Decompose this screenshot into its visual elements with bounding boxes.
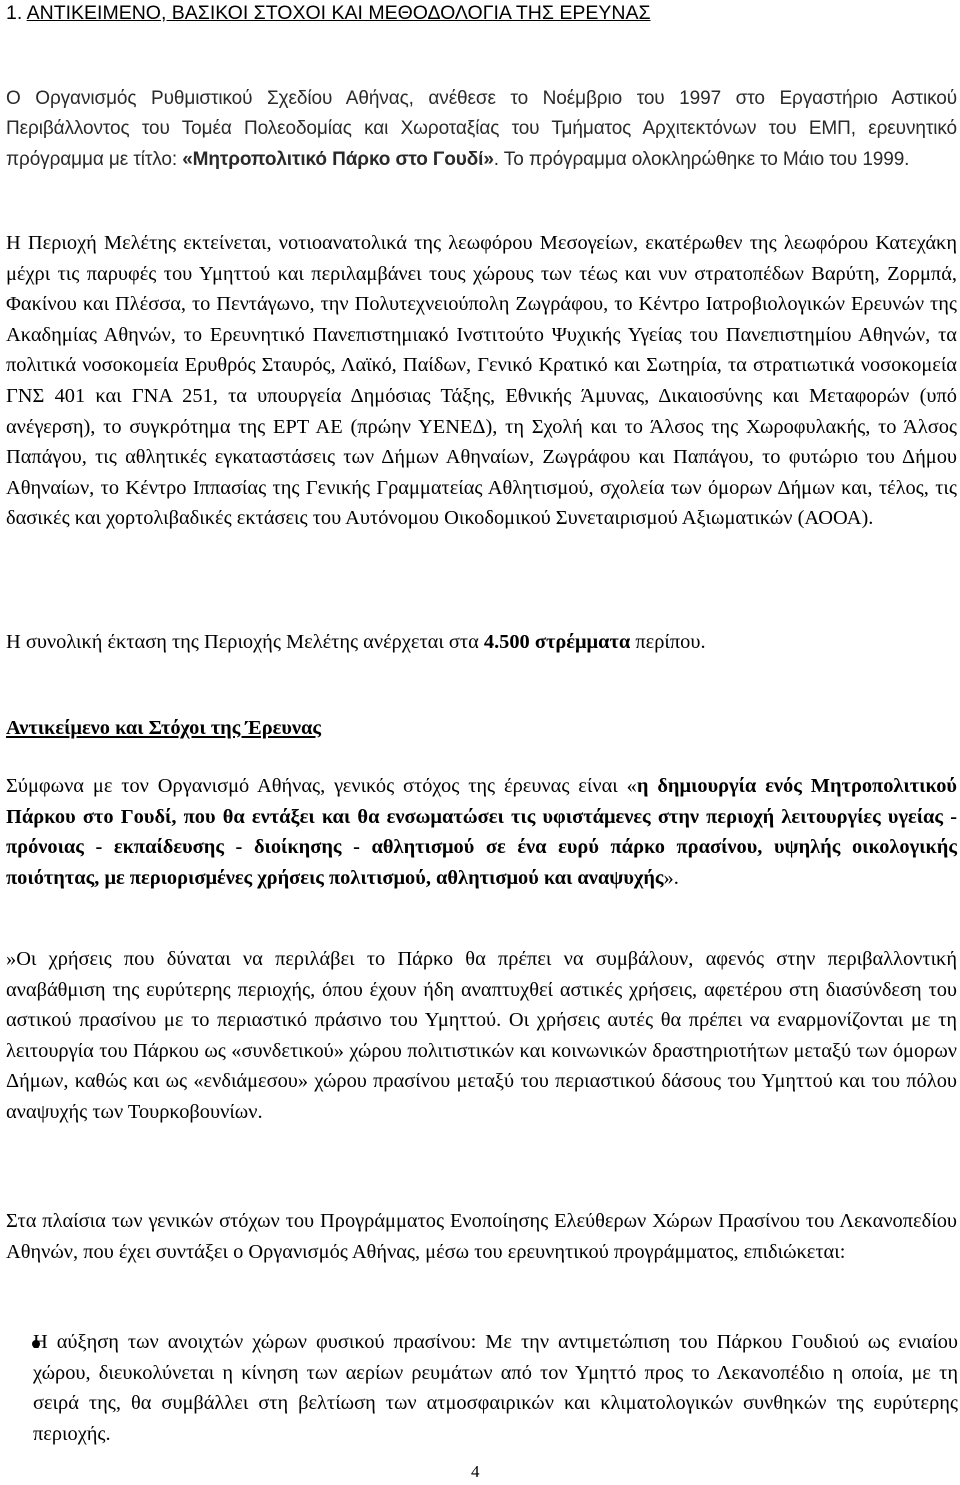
list-item-text bbox=[33, 1327, 958, 1449]
section-heading bbox=[6, 0, 956, 26]
area-total-paragraph bbox=[6, 627, 957, 658]
intro-text-end: . Το πρόγραμμα ολοκληρώθηκε το Μάιο του 1999. bbox=[493, 148, 910, 170]
area-total-text-end: περίπου. bbox=[630, 631, 706, 653]
program-title: «Μητροπολιτικό Πάρκο στο Γουδί» bbox=[182, 148, 494, 170]
bullet-text: Η αύξηση των ανοιχτών χώρων φυσικού πρασίνου: Με την αντιμετώπιση του Πάρκου Γουδιού ως ενιαίου χώρου, διευκολύνεται η κίνηση των αερίων ρευμάτων από τον Υμηττό προς το Λεκανοπέδιο η οποία, με τη σειρά της, θα συμβάλλει στη βελτίωση των ατμοσφαιρικών και κλιματολογικών συνθηκών της ευρύτερης περιοχής. bbox=[33, 1331, 958, 1445]
subheading: Αντικείμενο και Στόχοι της Έρευνας bbox=[6, 717, 322, 739]
section-title: ΑΝΤΙΚΕΙΜΕΝΟ, ΒΑΣΙΚΟΙ ΣΤΟΧΟΙ ΚΑΙ ΜΕΘΟΔΟΛΟΓΙΑ ΤΗΣ ΕΡΕΥΝΑΣ bbox=[26, 2, 651, 24]
framework-paragraph: Στα πλαίσια των γενικών στόχων του Προγράμματος Ενοποίησης Ελεύθερων Χώρων Πρασίνου του Λεκανοπεδίου Αθηνών, που έχει συντάξει ο Οργανισμός Αθήνας, μέσω του ερευνητικού προγράμματος, επιδιώκεται: bbox=[6, 1210, 957, 1263]
page-number: 4 bbox=[471, 1462, 480, 1481]
section-number: 1. bbox=[6, 2, 23, 24]
goal-text: Σύμφωνα με τον Οργανισμό Αθήνας, γενικός στόχος της έρευνας είναι « bbox=[6, 775, 637, 797]
area-total-text: Η συνολική έκταση της Περιοχής Μελέτης ανέρχεται στα bbox=[6, 631, 484, 653]
study-area-paragraph: Η Περιοχή Μελέτης εκτείνεται, νοτιοανατολικά της λεωφόρου Μεσογείων, εκατέρωθεν της λεωφόρου Κατεχάκη μέχρι τις παρυφές του Υμηττού και περιλαμβάνει τους χώρους των τέως και νυν στρατοπέδων Βαρύτη, Ζορμπά, Φακίνου και Πλέσσα, το Πεντάγωνο, την Πολυτεχνειούπολη Ζωγράφου, το Κέντρο Ιατροβιολογικών Ερευνών της Ακαδημίας Αθηνών, το Ερευνητικό Πανεπιστημιακό Ινστιτούτο Ψυχικής Υγείας του Πανεπιστημίου Αθηνών, τα πολιτικά νοσοκομεία Ερυθρός Σταυρός, Λαϊκό, Παίδων, Γενικό Κρατικό και Σωτηρία, τα στρατιωτικά νοσοκομεία ΓΝΣ 401 και ΓΝΑ 251, τα υπουργεία Δημόσιας Τάξης, Εθνικής Άμυνας, Δικαιοσύνης και Μεταφορών (υπό ανέγερση), το συγκρότημα της ΕΡΤ ΑΕ (πρώην ΥΕΝΕΔ), τη Σχολή και το Άλσος της Χωροφυλακής, το Άλσος Παπάγου, τις αθλητικές εγκαταστάσεις των Δήμων Αθηναίων, Ζωγράφου και Παπάγου, το φυτώριο του Δήμου Αθηναίων, το Κέντρο Ιππασίας της Γενικής Γραμματείας Αθλητισμού, σχολεία των όμορων Δήμων και, τέλος, τις δασικές και χορτολιβαδικές εκτάσεις του Αυτόνομου Οικοδομικού Συνεταιρισμού Αξιωματικών (ΑΟΟΑ). bbox=[6, 232, 957, 530]
goal-text-end: ». bbox=[663, 866, 679, 889]
goal-paragraph bbox=[6, 771, 957, 893]
uses-paragraph: »Οι χρήσεις που δύναται να περιλάβει το Πάρκο θα πρέπει να συμβάλουν, αφενός στην περιβαλλοντική αναβάθμιση της ευρύτερης περιοχής, όπου έχουν ήδη αναπτυχθεί αστικές χρήσεις, αφετέρου στη διασύνδεση του αστικού πρασίνου με το περιαστικό πράσινο του Υμηττού. Οι χρήσεις αυτές θα πρέπει να εναρμονίζονται με τη λειτουργία του Πάρκου ως «συνδετικού» χώρου πολιτιστικών και κοινωνικών δραστηριοτήτων μεταξύ των όμορων Δήμων, καθώς και ως «ενδιάμεσου» χώρου πρασίνου μεταξύ του περιαστικού δάσους του Υμηττού και του πόλου αναψυχής των Τουρκοβουνίων. bbox=[6, 948, 957, 1123]
intro-text: Ο Οργανισμός Ρυθμιστικού Σχεδίου Αθήνας, ανέθεσε το Νοέμβριο του 1997 στο Εργαστήριο Αστικού Περιβάλλοντος του Τομέα Πολεοδομίας και Χωροταξίας του Τμήματος Αρχιτεκτόνων του ΕΜΠ, ερευνητικό πρόγραμμα με τίτλο: bbox=[6, 88, 957, 170]
intro-paragraph bbox=[6, 84, 957, 175]
area-total-value: 4.500 στρέμματα bbox=[483, 631, 631, 653]
goal-quote: η δημιουργία ενός Μητροπολιτικού Πάρκου στο Γουδί, που θα εντάξει και θα ενσωματώσει τις υφιστάμενες στην περιοχή λειτουργίες υγείας - πρόνοιας - εκπαίδευσης - διοίκησης - αθλητισμού σε ένα ευρύ πάρκο πρασίνου, υψηλής οικολογικής ποιότητας, με περιορισμένες χρήσεις πολιτισμού, αθλητισμού και αναψυχής bbox=[6, 775, 957, 889]
